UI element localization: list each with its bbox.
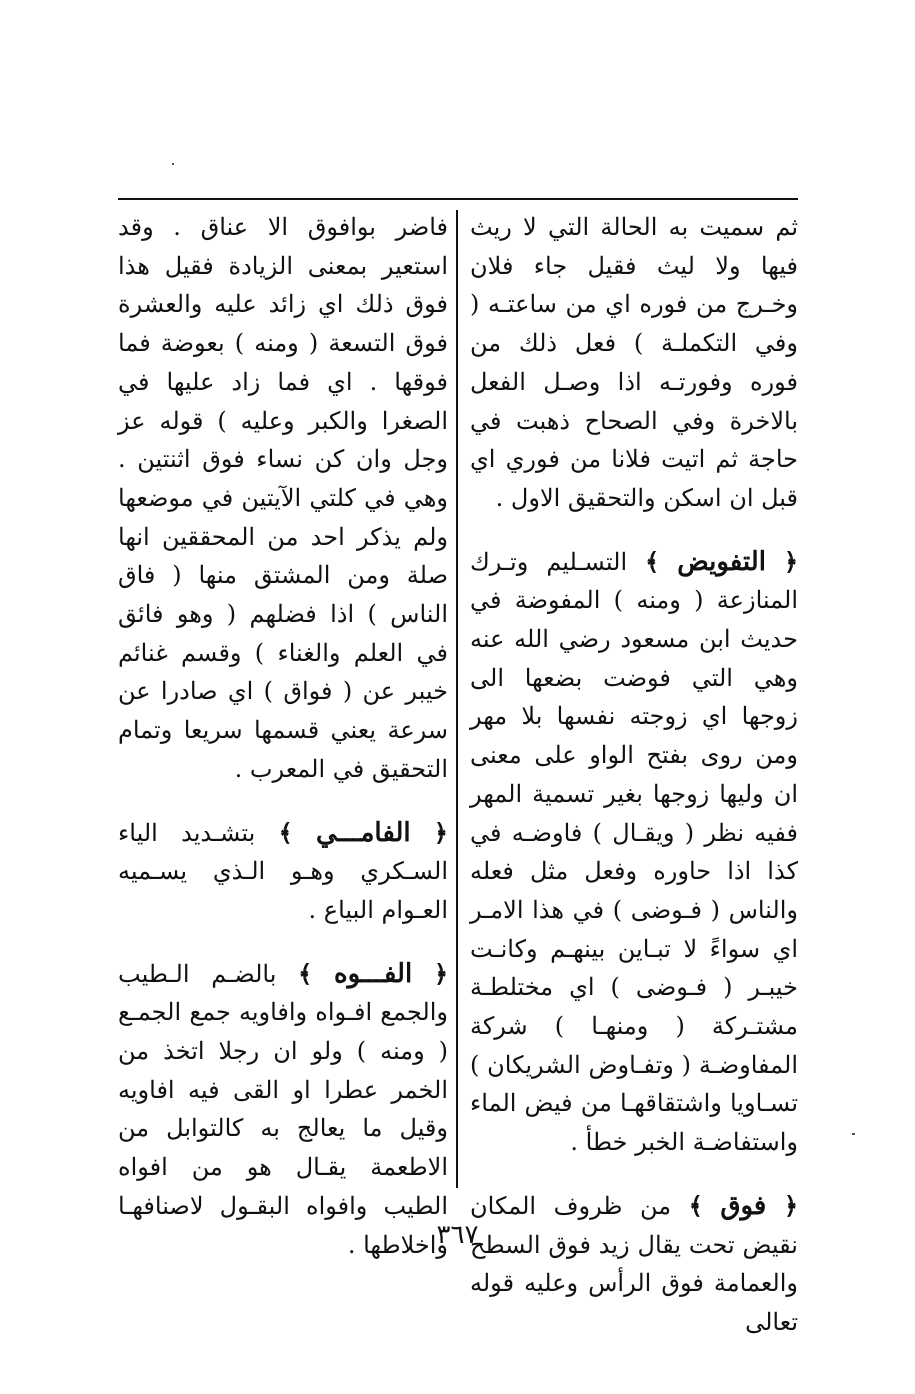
dictionary-entry: [118, 814, 448, 930]
paragraph: ثم سميت به الحالة التي لا ريث فيها ولا ليث فقيل جاء فلان وخـرج من فوره اي من ساعتـه ( وفي التكملـة ) فعل ذلك من فوره وفورتـه اذا وصـل الفعل بالاخرة وفي الصحاح ذهبت في حاجة ثم اتيت فلانا من فوري اي قبل ان اسكن والتحقيق الاول .: [470, 213, 798, 512]
left-column: [118, 208, 448, 1264]
open-ornate-bracket: ﴿: [433, 817, 448, 847]
entry-text: بتشـديد الياء السـكري وهـو الـذي يسـميه العـوام البياع .: [118, 818, 448, 924]
scan-speck: [852, 1133, 855, 1135]
top-rule: [118, 198, 798, 200]
dictionary-entry: [118, 955, 448, 1265]
dictionary-entry: [470, 543, 798, 1162]
open-ornate-bracket: ﴿: [783, 546, 798, 576]
open-ornate-bracket: ﴿: [433, 958, 448, 988]
right-column: [470, 208, 798, 1342]
entry-text: التسـليم وتـرك المنازعة ( ومنه ) المفوضة في حديث ابن مسعود رضي الله عنه وهي التي فوضت بضعها الى زوجها اي زوجته نفسها بلا مهر ومن روى بفتح الواو على معنى ان وليها زوجها بغير تسمية المهر ففيه نظر ( ويقـال ) فاوضـه في كذا اذا حاوره وفعل مثل فعله والناس ( فـوضى ) في هذا الامـر اي سواءً لا تبـاين بينهـم وكانـت خيبـر ( فـوضى ) اي مختلطـة مشتـركة ( ومنهـا ) شركة المفاوضـة ( وتفـاوض الشريكان ) تسـاويا واشتقاقهـا من فيض الماء واستفاضـة الخبر خطأ .: [470, 547, 798, 1157]
close-ornate-bracket: ﴾: [298, 958, 313, 988]
entry-headword: التفويض: [677, 546, 766, 577]
scan-speck: [172, 163, 174, 165]
paragraph: فاضر بوافوق الا عناق . وقد استعير بمعنى الزيادة فقيل هذا فوق ذلك اي زائد عليه والعشرة فوق التسعة ( ومنه ) بعوضة فما فوقها . اي فما زاد عليها في الصغرا والكبر وعليه ) قوله عز وجل وان كن نساء فوق اثنتين . وهي في كلتي الآيتين في موضعها ولم يذكر احد من المحققين انها صلة ومن المشتق منها ( فاق الناس ) اذا فضلهم ( وهو فائق في العلم والغناء ) وقسم غنائم خيبر عن ( فواق ) اي صادرا عن سرعة يعني قسمها سريعا وتمام التحقيق في المعرب .: [118, 213, 448, 783]
close-ornate-bracket: ﴾: [278, 817, 293, 847]
entry-headword: الفامـــي: [315, 817, 411, 848]
open-ornate-bracket: ﴿: [783, 1190, 799, 1220]
close-ornate-bracket: ﴾: [645, 546, 660, 576]
entry-headword: فوق: [720, 1190, 767, 1221]
close-ornate-bracket: ﴾: [688, 1190, 703, 1220]
dictionary-entry: [470, 1187, 798, 1342]
entry-text: من ظروف المكان نقيض تحت يقال زيد فوق السطح والعمامة فوق الرأس وعليه قوله تعالى: [470, 1191, 798, 1336]
column-divider: [456, 210, 458, 1188]
entry-headword: الفـــوه: [333, 958, 413, 989]
entry-text: بالضـم الـطيب والجمع افـواه وافاويه جمع الجمـع ( ومنه ) ولو ان رجلا اتخذ من الخمر عطرا او القى فيه افاويه وقيل ما يعالج به كالتوابل من الاطعمة يقـال هو من افواه الطيب وافواه البقـول لاصنافهـا واخلاطها .: [118, 959, 448, 1259]
page-number: ٣٦٧: [436, 1220, 479, 1250]
